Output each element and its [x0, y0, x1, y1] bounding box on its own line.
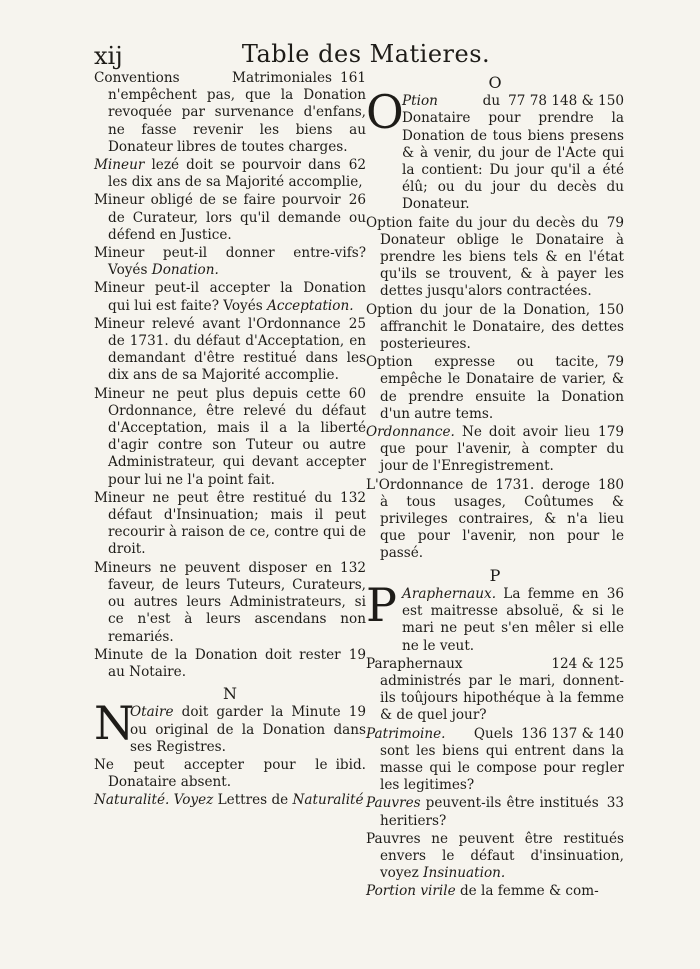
entry-text: Lettres de: [217, 792, 289, 809]
page-reference: 79: [606, 214, 624, 231]
index-entry: [94, 157, 366, 191]
index-entry: [94, 280, 366, 314]
page-reference: 19: [348, 704, 366, 721]
page-reference: 79: [606, 354, 624, 371]
section-p-entries: [366, 577, 624, 901]
entry-lead: Ordonnance.: [366, 424, 462, 441]
entry-text: Option du jour de la Donation, affranchit le Donataire, des dettes posterieures.: [366, 301, 624, 353]
index-entry: [94, 490, 366, 559]
entry-text: Option expresse ou tacite, empêche le Donataire de varier, & de prendre ensuite la Donation d'un autre tems.: [366, 354, 624, 422]
entry-text: Pauvres ne peuvent être restitués envers le défaut d'insinuation, voyez: [366, 830, 624, 882]
page-reference: 124 & 125: [551, 655, 624, 672]
index-entry: [366, 302, 624, 354]
page-reference: 150: [598, 301, 624, 318]
entry-text: La femme en est maitresse absoluë, & si le mari ne peut s'en mêler si elle ne le veut.: [402, 585, 624, 654]
entry-text: Mineur peut-il accepter la Donation qui lui est faite? Voyés: [94, 280, 366, 314]
drop-cap: N: [94, 696, 135, 751]
index-entry: [94, 316, 366, 385]
index-entry: [94, 696, 366, 756]
drop-cap: O: [366, 85, 404, 140]
entry-text: lezé doit se pourvoir dans les dix ans de sa Majorité accomplie,: [108, 157, 363, 191]
index-entry: [94, 386, 366, 489]
page-reference: 132: [340, 489, 366, 506]
entry-lead: Portion virile: [366, 883, 460, 900]
page-reference: 180: [598, 476, 624, 493]
entry-lead: Patrimoine.: [366, 725, 474, 742]
page-reference: 136 137 & 140: [521, 725, 624, 742]
index-entry: [366, 795, 624, 829]
page-reference: 77 78 148 & 150: [508, 93, 624, 110]
index-entry: [366, 85, 624, 213]
page-reference: 132: [340, 559, 366, 576]
entry-text: Mineur ne peut plus depuis cette Ordonnance, être relevé du défaut d'Acceptation, mais il a la liberté d'agir contre son Tuteur ou autre Administrateur, qui devant accepter pour lui ne l'a point fait.: [94, 385, 366, 488]
index-entry: [94, 647, 366, 681]
section-o-entries: [366, 85, 624, 562]
entry-cross-reference: Insinuation.: [418, 865, 506, 882]
page-reference: 161: [340, 70, 366, 86]
entry-cross-reference: Naturalité: [288, 792, 364, 809]
index-entry: [94, 560, 366, 646]
entry-text: Mineur peut-il donner entre-vifs? Voyés: [94, 245, 366, 279]
page-reference: 33: [606, 795, 624, 812]
index-entry: [94, 757, 366, 791]
entry-cross-reference: Donation.: [147, 262, 219, 279]
index-entry: [366, 726, 624, 795]
entry-text: de la femme & com-: [459, 883, 599, 900]
index-entry: [94, 245, 366, 279]
entry-text: Paraphernaux administrés par le mari, donnent-ils toûjours hipothéque à la femme & de quel jour?: [366, 655, 624, 724]
index-entry: [366, 477, 624, 563]
index-entry: [94, 792, 366, 809]
entry-text: doit garder la Minute ou original de la Donation dans ses Registres.: [130, 704, 366, 755]
page-reference: 179: [598, 424, 624, 441]
page-reference: 25: [348, 315, 366, 332]
index-entry: [366, 215, 624, 301]
drop-cap: P: [366, 577, 397, 632]
index-entry: [366, 424, 624, 476]
entry-lead: Ption: [402, 93, 483, 110]
entry-lead: Araphernaux.: [402, 585, 504, 602]
entry-text: peuvent-ils être institués heritiers?: [380, 795, 599, 829]
running-title: Table des Matieres.: [241, 40, 491, 68]
entry-text: Mineur relevé avant l'Ordonnance de 1731. du défaut d'Acceptation, en demandant d'être restitué dans les dix ans de sa Majorité accomplie.: [94, 315, 366, 384]
index-entry: [366, 831, 624, 883]
entry-text: du Donataire pour prendre la Donation de tous biens presens & à venir, du jour de l'Acte qui la contient: Du jour qu'il a été élû; ou du jour du decès du Donateur.: [402, 93, 624, 213]
page-reference: 62: [348, 157, 366, 174]
entry-text: Mineur obligé de se faire pourvoir de Curateur, lors qu'il demande ou défend en Justice.: [94, 192, 366, 243]
entry-text: Conventions Matrimoniales n'empêchent pas, que la Donation revoquée par survenance d'enfans, ne fasse revenir les biens au Donateur libres de toutes charges.: [94, 70, 366, 155]
left-entries: [94, 70, 366, 681]
entry-cross-reference: Acceptation.: [262, 297, 354, 314]
entry-text: Minute de la Donation doit rester au Notaire.: [94, 646, 341, 680]
section-n-entries: [94, 696, 366, 809]
right-column: [366, 70, 624, 902]
entry-lead: Naturalité. Voyez: [94, 792, 218, 809]
entry-text: Mineur ne peut être restitué du défaut d'Insinuation; mais il peut recourir à raison de ce, contre qui de droit.: [94, 489, 366, 558]
index-entry: [366, 354, 624, 423]
entry-text: Mineurs ne peuvent disposer en faveur, de leurs Tuteurs, Curateurs, ou autres leurs Administrateurs, si ce n'est à leurs ascendans non remariés.: [94, 559, 366, 645]
section-letter-n: N: [223, 684, 237, 704]
entry-text: Option faite du jour du decès du Donateur oblige le Donataire à prendre les biens tels & en l'état qu'ils se trouvent, & à payer les dettes jusqu'alors contractées.: [366, 214, 624, 300]
index-entry: [366, 656, 624, 725]
page-number: xij: [94, 42, 123, 70]
page-header: [86, 38, 646, 72]
page-reference: 19: [348, 646, 366, 663]
page-reference: 26: [348, 192, 366, 209]
entry-text: Ne peut accepter pour le Donataire absent.: [94, 756, 328, 791]
entry-lead: Otaire: [130, 704, 182, 721]
section-letter-o: O: [488, 73, 502, 92]
index-entry: [94, 192, 366, 244]
page-reference: 36: [606, 585, 624, 602]
entry-lead: Pauvres: [366, 795, 426, 812]
entry-lead: Mineur: [94, 157, 152, 174]
section-letter-p: P: [489, 565, 501, 585]
index-entry: [366, 883, 624, 900]
index-entry: [366, 577, 624, 655]
entry-text: Ne doit avoir lieu que pour l'avenir, à compter du jour de l'Enregistrement.: [380, 424, 624, 475]
left-column: [94, 70, 366, 811]
index-entry: [94, 70, 366, 156]
page-reference: 60: [348, 385, 366, 402]
entry-text: Quels sont les biens qui entrent dans la masse qui le compose pour regler les legitimes?: [380, 725, 624, 794]
entry-text: L'Ordonnance de 1731. deroge à tous usages, Coûtumes & privileges contraires, & n'a lieu que pour l'avenir, non pour le passé.: [366, 476, 624, 562]
page-reference: ibid.: [335, 756, 366, 773]
